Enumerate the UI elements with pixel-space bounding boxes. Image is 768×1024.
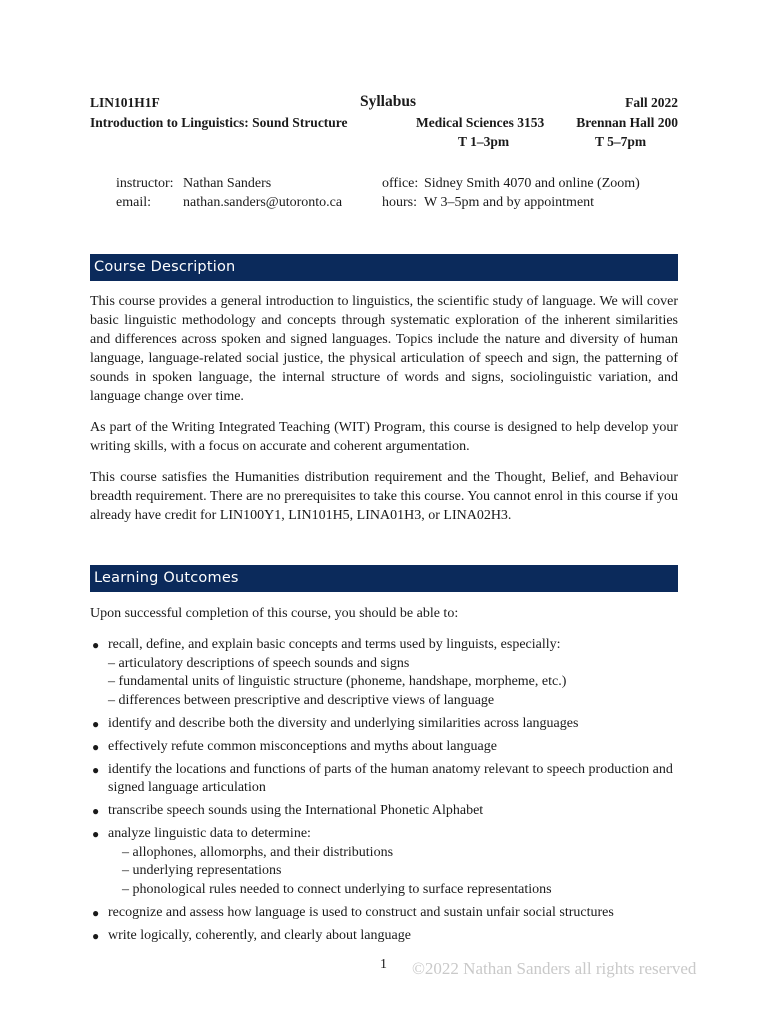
bullet-icon: ● — [92, 827, 100, 841]
outcome-item — [90, 738, 678, 757]
page-number: 1 — [380, 957, 387, 972]
time-1: T 1–3pm — [458, 134, 510, 149]
outcome-subitem: – underlying representations — [122, 863, 282, 878]
outcome-subitem: – articulatory descriptions of speech sounds and signs — [108, 655, 410, 671]
course-code: LIN101H1F — [90, 95, 160, 110]
bullet-icon: ● — [92, 905, 100, 920]
bullet-icon: ● — [92, 638, 100, 652]
outcome-subitem: – allophones, allomorphs, and their distributions — [122, 844, 394, 860]
outcome-item — [90, 904, 678, 923]
course-name: Introduction to Linguistics: Sound Structure — [90, 115, 348, 130]
outcome-item — [90, 761, 678, 798]
instructor-label: instructor: — [116, 176, 174, 191]
outcome-text: identify the locations and functions of parts of the human anatomy relevant to speech production and signed language articulation — [108, 761, 673, 795]
bullet-icon: ● — [92, 928, 100, 943]
outcome-item — [90, 636, 678, 710]
outcome-subitem: – fundamental units of linguistic structure (phoneme, handshape, morpheme, etc.) — [108, 674, 567, 689]
course-description-paragraph-1: This course provides a general introduction to linguistics, the scientific study of language. We will cover basic linguistic methodology and concepts through systematic exploration of the inherent similarities and differences across spoken and signed languages. Topics include the nature and diversity of human language, language-related social justice, the physical articulation of speech and sign, the patterning of sounds in spoken language, the internal structure of words and signs, sociolinguistic variation, and language change over time. — [90, 294, 678, 404]
office-label: office: — [382, 176, 419, 191]
room-2: Brennan Hall 200 — [576, 115, 678, 130]
outcome-text: recall, define, and explain basic concepts and terms used by linguists, especially: — [108, 637, 561, 652]
outcome-subitem: – phonological rules needed to connect underlying to surface representations — [122, 881, 552, 897]
document-title: Syllabus — [360, 93, 417, 110]
outcome-text: transcribe speech sounds using the International Phonetic Alphabet — [108, 803, 484, 818]
outcome-item — [90, 802, 678, 821]
bullet-icon: ● — [92, 804, 100, 818]
outcome-subitem: – differences between prescriptive and descriptive views of language — [108, 692, 495, 708]
course-description-heading: Course Description — [90, 254, 678, 281]
learning-outcomes-list — [90, 636, 678, 950]
outcome-text: analyze linguistic data to determine: — [108, 826, 311, 841]
bullet-icon: ● — [92, 739, 100, 754]
room-1: Medical Sciences 3153 — [416, 115, 545, 130]
bullet-icon: ● — [92, 762, 100, 777]
bullet-icon: ● — [92, 716, 100, 731]
outcome-text: write logically, coherently, and clearly about language — [108, 927, 411, 943]
outcome-text: recognize and assess how language is used to construct and sustain unfair social structures — [108, 904, 614, 920]
outcome-item — [90, 927, 678, 946]
course-description-paragraph-2: As part of the Writing Integrated Teaching (WIT) Program, this course is designed to help develop your writing skills, with a focus on accurate and coherent argumentation. — [90, 420, 678, 454]
outcome-item — [90, 715, 678, 734]
time-2: T 5–7pm — [595, 134, 647, 149]
course-description-paragraph-3: This course satisfies the Humanities distribution requirement and the Thought, Belief, and Behaviour breadth requirement. There are no prerequisites to take this course. You cannot enrol in this course if you already have credit for LIN100Y1, LIN101H5, LINA01H3, or LINA02H3. — [90, 470, 678, 523]
email-address[interactable]: nathan.sanders@utoronto.ca — [183, 195, 343, 210]
instructor-name: Nathan Sanders — [183, 176, 272, 191]
email-label: email: — [116, 195, 151, 210]
office-hours: W 3–5pm and by appointment — [424, 195, 595, 210]
office-location: Sidney Smith 4070 and online (Zoom) — [424, 176, 640, 191]
learning-outcomes-heading: Learning Outcomes — [90, 565, 678, 592]
copyright-watermark: ©2022 Nathan Sanders all rights reserved — [412, 959, 697, 978]
learning-outcomes-intro: Upon successful completion of this course, you should be able to: — [90, 606, 459, 621]
term: Fall 2022 — [625, 95, 678, 110]
outcome-text: effectively refute common misconceptions and myths about language — [108, 738, 497, 754]
hours-label: hours: — [382, 195, 417, 210]
outcome-item — [90, 825, 678, 899]
outcome-text: identify and describe both the diversity and underlying similarities across languages — [108, 715, 579, 731]
